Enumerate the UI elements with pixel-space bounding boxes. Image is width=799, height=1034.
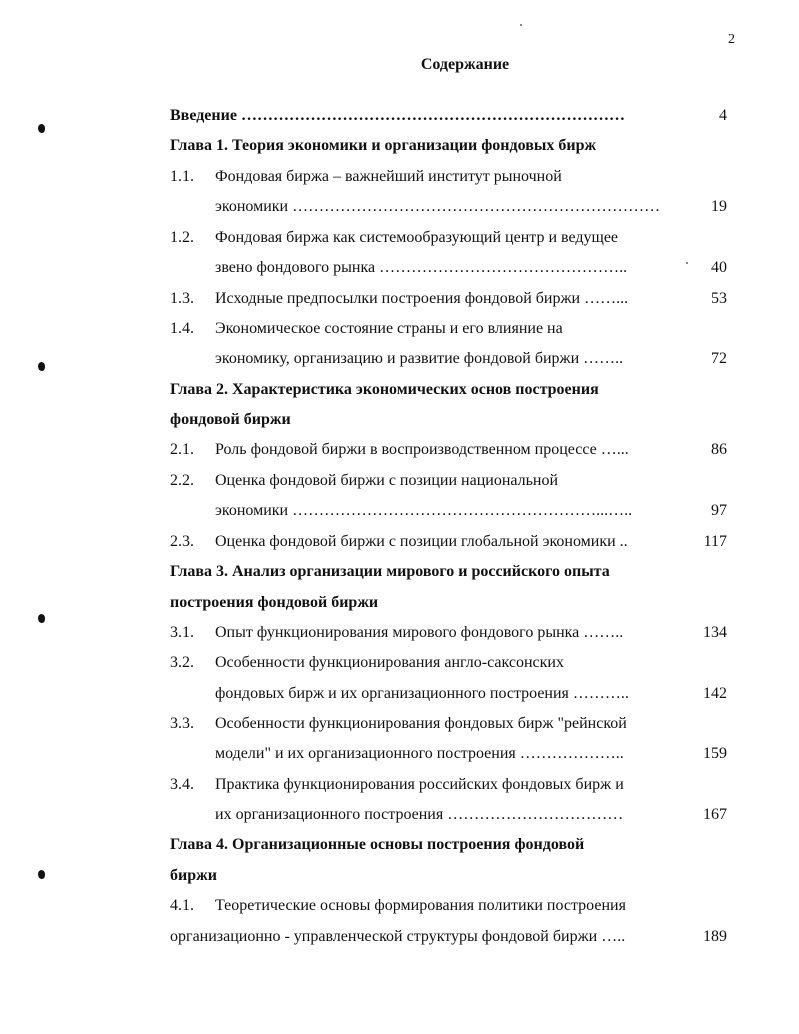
toc-section-title: Экономическое состояние страны и его влияние на <box>215 320 563 337</box>
toc-section-1-4-cont[interactable] <box>0 347 799 371</box>
toc-chapter-4-title: Глава 4. Организационные основы построения фондовой <box>170 836 585 853</box>
toc-section-title-cont: экономики …………………………………………………………… <box>215 198 661 215</box>
toc-section-number: 3.1. <box>170 624 194 641</box>
toc-chapter-3-cont[interactable] <box>0 591 799 615</box>
toc-section-number: 2.1. <box>170 441 194 458</box>
toc-section-number: 3.4. <box>170 776 194 793</box>
toc-section-number: 2.2. <box>170 472 194 489</box>
toc-chapter-1[interactable] <box>0 134 799 158</box>
toc-section-number: 1.4. <box>170 320 194 337</box>
toc-section-1-1[interactable] <box>0 165 799 189</box>
toc-section-2-1[interactable] <box>0 438 799 462</box>
toc-section-1-2[interactable] <box>0 226 799 250</box>
toc-section-page: 72 <box>711 350 727 367</box>
toc-section-page: 97 <box>711 502 727 519</box>
toc-chapter-3[interactable] <box>0 560 799 584</box>
toc-section-3-1[interactable] <box>0 621 799 645</box>
toc-section-page: 117 <box>703 533 727 550</box>
toc-section-number: 3.3. <box>170 715 194 732</box>
page-title: Содержание <box>420 56 510 73</box>
toc-chapter-2-cont[interactable] <box>0 408 799 432</box>
toc-section-title-cont: звено фондового рынка ……………………………………….. <box>215 259 628 276</box>
toc-section-title: Роль фондовой биржи в воспроизводственном процессе …... <box>215 441 629 458</box>
toc-section-3-2-cont[interactable] <box>0 682 799 706</box>
toc-section-1-2-cont[interactable] <box>0 256 799 280</box>
page-number: 2 <box>728 32 735 47</box>
toc-section-title: Исходные предпосылки построения фондовой биржи ……... <box>215 290 629 307</box>
toc-intro-text: Введение ……………………………………………………………… <box>170 107 625 124</box>
toc-section-1-4[interactable] <box>0 317 799 341</box>
toc-section-page: 167 <box>703 806 727 823</box>
toc-section-1-1-cont[interactable] <box>0 195 799 219</box>
toc-section-1-3[interactable] <box>0 287 799 311</box>
toc-section-title-cont: экономику, организацию и развитие фондовой биржи …….. <box>215 350 624 367</box>
toc-section-number: 2.3. <box>170 533 194 550</box>
toc-chapter-1-title: Глава 1. Теория экономики и организации фондовых бирж <box>170 137 597 154</box>
toc-section-title: Особенности функционирования англо-саксонских <box>215 654 564 671</box>
toc-section-title: Фондовая биржа – важнейший институт рыночной <box>215 168 562 185</box>
toc-section-title-cont: их организационного построения …………………………… <box>215 806 624 823</box>
toc-section-page: 159 <box>703 745 727 762</box>
toc-chapter-2-title: Глава 2. Характеристика экономических основ построения <box>170 381 599 398</box>
toc-section-title-cont: фондовых бирж и их организационного построения ……….. <box>215 685 629 702</box>
toc-section-page: 134 <box>703 624 727 641</box>
toc-section-4-1-cont[interactable] <box>0 925 799 949</box>
toc-chapter-4-title-cont: биржи <box>170 867 217 884</box>
toc-chapter-3-title: Глава 3. Анализ организации мирового и российского опыта <box>170 563 610 580</box>
toc-intro-page: 4 <box>719 107 727 124</box>
toc-section-title: Оценка фондовой биржи с позиции национальной <box>215 472 559 489</box>
toc-section-3-3-cont[interactable] <box>0 742 799 766</box>
toc-section-number: 3.2. <box>170 654 194 671</box>
toc-intro[interactable] <box>0 104 799 128</box>
scan-speck <box>520 24 522 26</box>
toc-chapter-2[interactable] <box>0 378 799 402</box>
toc-section-number: 1.2. <box>170 229 194 246</box>
toc-section-page: 19 <box>711 198 727 215</box>
toc-section-title-cont: организационно - управленческой структуры фондовой биржи ….. <box>170 928 626 945</box>
toc-section-3-2[interactable] <box>0 651 799 675</box>
toc-section-3-4-cont[interactable] <box>0 803 799 827</box>
toc-section-number: 4.1. <box>170 897 194 914</box>
toc-section-number: 1.1. <box>170 168 194 185</box>
toc-section-title: Теоретические основы формирования политики построения <box>215 897 626 914</box>
toc-section-page: 142 <box>703 685 727 702</box>
toc-section-title: Практика функционирования российских фондовых бирж и <box>215 776 624 793</box>
toc-section-page: 40 <box>711 259 727 276</box>
toc-chapter-3-title-cont: построения фондовой биржи <box>170 594 379 611</box>
toc-chapter-2-title-cont: фондовой биржи <box>170 411 291 428</box>
toc-section-number: 1.3. <box>170 290 194 307</box>
toc-section-4-1[interactable] <box>0 894 799 918</box>
toc-section-2-2-cont[interactable] <box>0 499 799 523</box>
toc-chapter-4[interactable] <box>0 833 799 857</box>
toc-section-page: 53 <box>711 290 727 307</box>
toc-section-title: Особенности функционирования фондовых бирж "рейнской <box>215 715 627 732</box>
toc-section-3-4[interactable] <box>0 773 799 797</box>
toc-section-title: Опыт функционирования мирового фондового рынка …….. <box>215 624 624 641</box>
toc-section-title: Оценка фондовой биржи с позиции глобальной экономики .. <box>215 533 628 550</box>
toc-section-2-2[interactable] <box>0 469 799 493</box>
toc-section-2-3[interactable] <box>0 530 799 554</box>
toc-section-title: Фондовая биржа как системообразующий центр и ведущее <box>215 229 619 246</box>
toc-section-title-cont: модели" и их организационного построения ……………….. <box>215 745 624 762</box>
toc-section-page: 189 <box>703 928 727 945</box>
toc-section-page: 86 <box>711 441 727 458</box>
toc-section-title-cont: экономики …………………………………………………...….. <box>215 502 633 519</box>
toc-section-3-3[interactable] <box>0 712 799 736</box>
toc-chapter-4-cont[interactable] <box>0 864 799 888</box>
